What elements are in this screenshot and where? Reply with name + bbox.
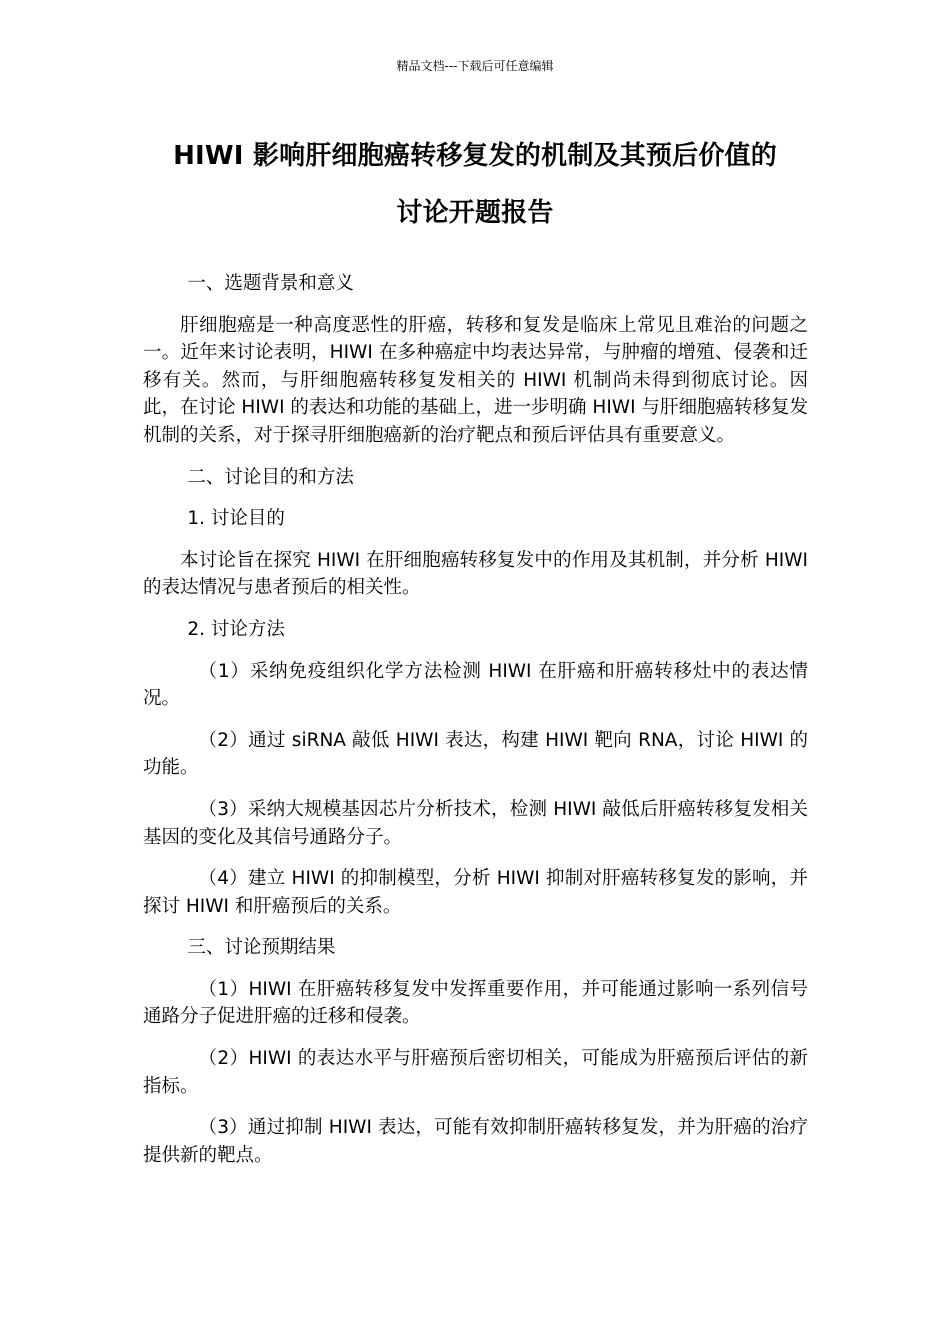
result-item: （3）通过抑制 HIWI 表达，可能有效抑制肝癌转移复发，并为肝癌的治疗提供新的靶点。: [143, 1117, 808, 1166]
subheading-objective: 1. 讨论目的: [187, 508, 285, 530]
method-item: （3）采纳大规模基因芯片分析技术，检测 HIWI 敲低后肝癌转移复发相关基因的变化及其信号通路分子。: [143, 798, 808, 848]
subheading-method: 2. 讨论方法: [187, 618, 285, 640]
result-item: （1）HIWI 在肝癌转移复发中发挥重要作用，并可能通过影响一系列信号通路分子促进肝癌的迁移和侵袭。: [143, 978, 808, 1028]
document-title-line-2: 讨论开题报告: [396, 198, 554, 228]
section-heading-background: 一、选题背景和意义: [187, 273, 354, 294]
header-note: 精品文档---下载后可任意编辑: [396, 59, 554, 73]
section-heading-results: 三、讨论预期结果: [187, 937, 336, 959]
result-item: （2）HIWI 的表达水平与肝癌预后密切相关，可能成为肝癌预后评估的新指标。: [143, 1048, 808, 1097]
objective-paragraph: 本讨论旨在探究 HIWI 在肝细胞癌转移复发中的作用及其机制，并分析 HIWI 的表达情况与患者预后的相关性。: [143, 549, 808, 599]
document-title-line-1: HIWI 影响肝细胞癌转移复发的机制及其预后价值的: [173, 141, 777, 171]
method-item: （2）通过 siRNA 敲低 HIWI 表达，构建 HIWI 靶向 RNA，讨论 HIWI 的功能。: [143, 729, 808, 779]
section-heading-objective: 二、讨论目的和方法: [187, 466, 354, 488]
document-body: [143, 270, 808, 1183]
background-paragraph: 肝细胞癌是一种高度恶性的肝癌，转移和复发是临床上常见且难治的问题之一。近年来讨论表明，HIWI 在多种癌症中均表达异常，与肿瘤的增殖、侵袭和迁移有关。然而，与肝细胞癌转移复发相关的 HIWI 机制尚未得到彻底讨论。因此，在讨论 HIWI 的表达和功能的基础上，进一步明确 HIWI 与肝细胞癌转移复发机制的关系，对于探寻肝细胞癌新的治疗靶点和预后评估具有重要意义。: [143, 314, 808, 446]
method-item: （4）建立 HIWI 的抑制模型，分析 HIWI 抑制对肝癌转移复发的影响，并探讨 HIWI 和肝癌预后的关系。: [143, 868, 808, 917]
method-item: （1）采纳免疫组织化学方法检测 HIWI 在肝癌和肝癌转移灶中的表达情况。: [143, 660, 808, 710]
